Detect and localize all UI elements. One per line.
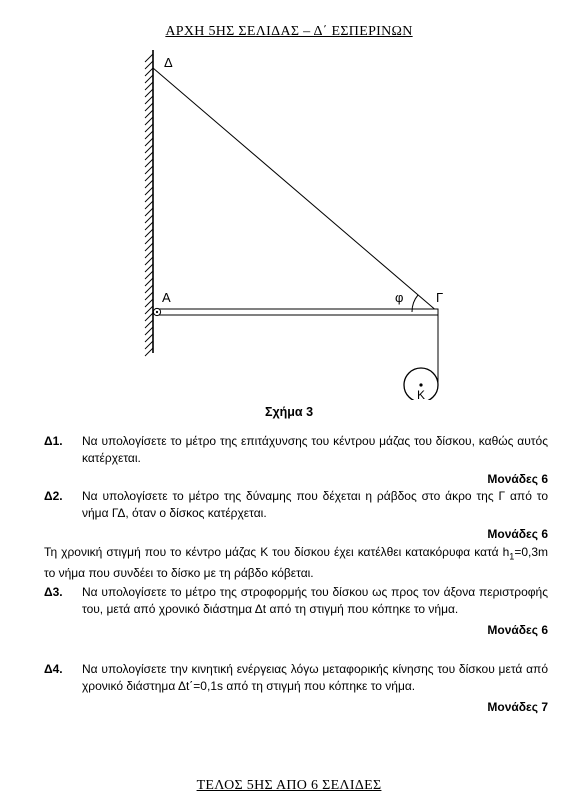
label-gamma: Γ (436, 290, 444, 305)
rod (157, 309, 438, 315)
question-text: Να υπολογίσετε το μέτρο της επιτάχυνσης του κέντρου μάζας του δίσκου, καθώς αυτός κατέρχεται. (82, 434, 548, 465)
question-number: Δ2. (44, 489, 63, 503)
question-number: Δ4. (44, 662, 63, 676)
question-d4 (44, 661, 548, 716)
question-points: Μονάδες 6 (487, 527, 548, 541)
page-footer: ΤΕΛΟΣ 5ΗΣ ΑΠΟ 6 ΣΕΛΙΔΕΣ (196, 778, 382, 793)
label-delta: Δ (164, 55, 173, 70)
question-text: Να υπολογίσετε την κινητική ενέργειας λόγω μεταφορικής κίνησης του δίσκου μετά από χρονικό διάστημα Δt΄=0,1s από τη στιγμή που κόπηκε το νήμα. (82, 662, 548, 693)
question-d3 (44, 584, 548, 639)
label-kappa: Κ (417, 388, 426, 400)
question-points: Μονάδες 6 (487, 472, 548, 486)
string-gamma-delta (153, 68, 438, 312)
disk-center (419, 383, 422, 386)
figure-3-diagram (0, 0, 578, 400)
question-text: Να υπολογίσετε το μέτρο της δύναμης που δέχεται η ράβδος στο άκρο της Γ από το νήμα ΓΔ, όταν ο δίσκος κατέρχεται. (82, 489, 548, 520)
intro-paragraph: Τη χρονική στιγμή που το κέντρο μάζας Κ του δίσκου έχει κατέλθει κατακόρυφα κατά $h_1=0,3m$ το νήμα που συνδέει το δίσκο με τη ράβδο κόβεται. (44, 545, 548, 581)
question-points: Μονάδες 7 (487, 700, 548, 714)
question-number: Δ3. (44, 585, 63, 599)
label-phi: φ (395, 290, 404, 305)
question-text: Να υπολογίσετε το μέτρο της στροφορμής του δίσκου ως προς τον άξονα περιστροφής του, μετά από χρονικό διάστημα Δt από τη στιγμή που κόπηκε το νήμα. (82, 585, 548, 616)
page-header: ΑΡΧΗ 5ΗΣ ΣΕΛΙΔΑΣ – Δ΄ ΕΣΠΕΡΙΝΩΝ (165, 24, 413, 39)
question-d2 (44, 488, 548, 543)
question-d1 (44, 433, 548, 488)
figure-caption: Σχήμα 3 (264, 405, 314, 419)
question-points: Μονάδες 6 (487, 623, 548, 637)
subscript: 1 (509, 551, 515, 562)
label-alpha: Α (162, 290, 171, 305)
wall-hatching (145, 54, 153, 356)
question-number: Δ1. (44, 434, 63, 448)
